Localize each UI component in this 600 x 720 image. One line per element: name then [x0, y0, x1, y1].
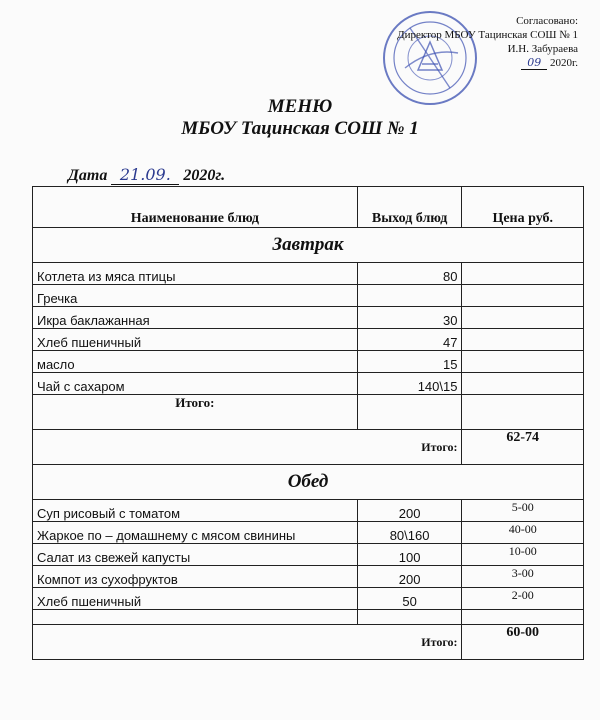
table-row: Чай с сахаром 140\15 — [33, 373, 584, 395]
table-row: Салат из свежей капусты 100 10-00 — [33, 544, 584, 566]
date-value: 21.09. — [111, 165, 179, 185]
breakfast-total-row — [33, 430, 584, 465]
header-dish-name: Наименование блюд — [33, 187, 358, 228]
menu-table — [32, 186, 584, 660]
school-name: МБОУ Тацинская СОШ № 1 — [181, 118, 419, 139]
date-label: Дата — [68, 167, 108, 184]
breakfast-total-label: Итого: — [33, 430, 462, 465]
approval-label: Согласовано: — [516, 15, 578, 27]
table-row: Суп рисовый с томатом 200 5-00 — [33, 500, 584, 522]
approval-block — [397, 14, 578, 70]
menu-title: МЕНЮ — [267, 96, 333, 117]
header-portion: Выход блюд — [357, 187, 462, 228]
header-price: Цена руб. — [462, 187, 584, 228]
table-row: Хлеб пшеничный 50 2-00 — [33, 588, 584, 610]
lunch-total-row — [33, 625, 584, 660]
table-row: масло 15 — [33, 351, 584, 373]
breakfast-subtotal-label: Итого: — [33, 395, 358, 430]
approval-year: 2020г. — [549, 57, 578, 69]
breakfast-total-value: 62-74 — [462, 430, 584, 465]
section-lunch: Обед — [33, 465, 584, 500]
table-row: Жаркое по – домашнему с мясом свинины 80\160 40-00 — [33, 522, 584, 544]
lunch-total-value: 60-00 — [462, 625, 584, 660]
lunch-spacer-row — [33, 610, 584, 625]
section-breakfast: Завтрак — [33, 228, 584, 263]
table-row: Икра баклажанная 30 — [33, 307, 584, 329]
table-row: Гречка — [33, 285, 584, 307]
approval-date-line — [397, 56, 578, 70]
lunch-total-label: Итого: — [33, 625, 462, 660]
table-row: Хлеб пшеничный 47 — [33, 329, 584, 351]
approval-position: Директор МБОУ Тацинская СОШ № 1 — [397, 29, 578, 41]
breakfast-subtotal-row — [33, 395, 584, 430]
date-year: 2020г. — [183, 167, 226, 184]
table-row: Котлета из мяса птицы 80 — [33, 263, 584, 285]
menu-date — [68, 165, 225, 185]
table-header-row — [33, 187, 584, 228]
approval-date-month: 09 — [521, 56, 547, 70]
table-row: Компот из сухофруктов 200 3-00 — [33, 566, 584, 588]
approval-name: И.Н. Забураева — [507, 43, 578, 55]
